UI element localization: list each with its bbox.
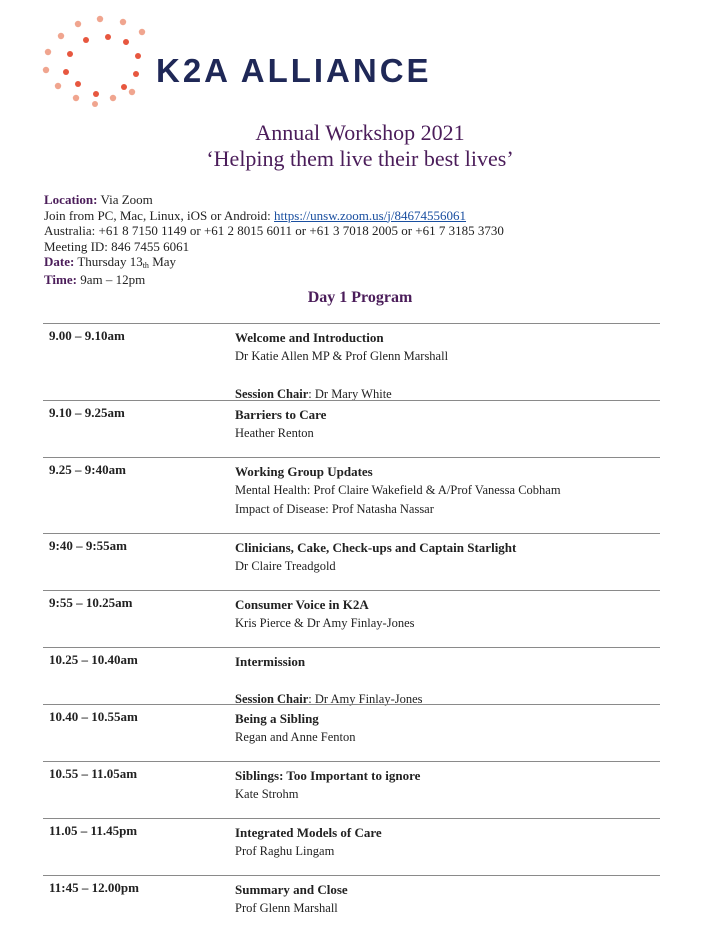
row-time: 11.05 – 11.45pm [49,823,138,838]
row-time: 10.40 – 10.55am [49,709,138,724]
date-value: Thursday 13 [74,254,143,269]
location-line [44,192,504,208]
row-time: 10.55 – 11.05am [49,766,138,781]
row-speaker: Dr Claire Treadgold [235,559,336,573]
row-title: Siblings: Too Important to ignore [235,768,421,783]
program-row [43,457,660,533]
session-chair: Session Chair: Dr Mary White [235,387,392,401]
time-value: 9am – 12pm [76,271,146,287]
brand-name: K2A ALLIANCE [156,52,432,89]
row-title: Summary and Close [235,882,348,897]
row-title: Barriers to Care [235,407,327,422]
row-time: 9:55 – 10.25am [49,595,133,610]
zoom-link[interactable]: https://unsw.zoom.us/j/84674556061 [274,207,467,223]
row-content [235,880,348,918]
time-line [44,272,504,288]
row-content [235,709,355,747]
date-suffix: th [142,261,149,270]
row-title: Integrated Models of Care [235,825,382,840]
location-label: Location: [44,192,98,207]
row-title: Working Group Updates [235,464,373,479]
row-content [235,595,415,633]
date-line [44,254,504,272]
row-title: Intermission [235,654,306,669]
program-table [43,323,660,932]
row-speaker: Dr Katie Allen MP & Prof Glenn Marshall [235,349,449,363]
date-label: Date: [44,254,75,269]
join-text: Join from PC, Mac, Linux, iOS or Android: [44,207,275,223]
row-speaker: Kate Strohm [235,787,299,801]
event-info [44,192,504,287]
row-time: 9.10 – 9.25am [49,405,125,420]
program-row [43,818,660,875]
row-content [235,538,516,576]
row-content [235,652,423,709]
row-time: 9:40 – 9:55am [49,538,127,553]
program-row [43,323,660,400]
australia-numbers: Australia: +61 8 7150 1149 or +61 2 8015 6011 or +61 3 7018 2005 or +61 7 3185 3730 [44,223,504,238]
program-row [43,704,660,761]
row-speaker: Regan and Anne Fenton [235,730,356,744]
row-content [235,405,326,443]
row-speaker: Prof Glenn Marshall [235,901,338,915]
row-title: Consumer Voice in K2A [235,597,369,612]
row-speaker: Kris Pierce & Dr Amy Finlay-Jones [235,616,415,630]
date-month: May [148,254,177,269]
program-row [43,647,660,704]
dot-ring-logo-icon [38,12,158,107]
meeting-id: Meeting ID: 846 7455 6061 [44,238,190,254]
row-speaker: Heather Renton [235,426,314,440]
program-row [43,761,660,818]
workshop-title: Annual Workshop 2021 [255,120,465,145]
row-title: Being a Sibling [235,711,319,726]
program-row [43,875,660,932]
row-title: Welcome and Introduction [235,330,384,345]
location-value: Via Zoom [97,192,153,207]
row-title: Clinicians, Cake, Check-ups and Captain Starlight [235,540,517,555]
row-speaker: Impact of Disease: Prof Natasha Nassar [235,502,434,516]
row-content [235,766,420,804]
time-label: Time: [44,271,77,287]
row-time: 9.25 – 9:40am [49,462,126,477]
row-content [235,823,382,861]
row-time: 9.00 – 9.10am [49,328,125,343]
row-time: 11:45 – 12.00pm [49,880,139,895]
workshop-tagline: ‘Helping them live their best lives’ [206,146,514,171]
session-chair: Session Chair: Dr Amy Finlay-Jones [235,692,423,706]
program-heading: Day 1 Program [307,289,413,306]
row-time: 10.25 – 10.40am [49,652,138,667]
row-speaker: Prof Raghu Lingam [235,844,335,858]
row-content [235,328,448,404]
program-row [43,533,660,590]
row-content [235,462,561,519]
join-line [44,208,504,224]
row-speaker: Mental Health: Prof Claire Wakefield & A/Prof Vanessa Cobham [235,483,561,497]
program-row [43,590,660,647]
program-row [43,400,660,457]
k2a-logo [38,12,518,107]
